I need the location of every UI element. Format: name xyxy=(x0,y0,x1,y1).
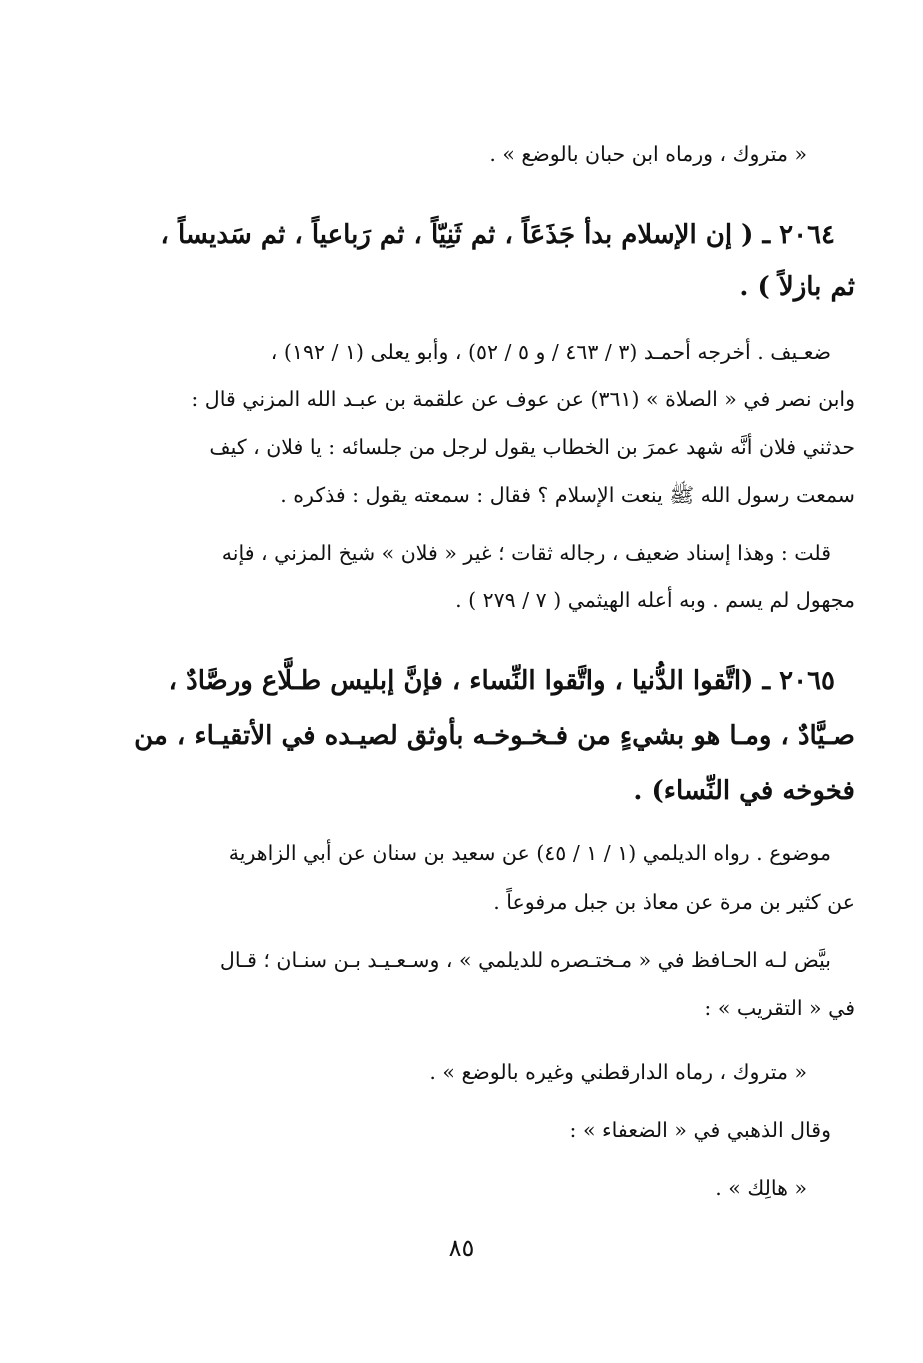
text-line: عن كثير بن مرة عن معاذ بن جبل مرفوعاً . xyxy=(493,890,855,914)
text-line: موضوع . رواه الديلمي (١ / ١ / ٤٥) عن سعيد بن سنان عن أبي الزاهرية xyxy=(228,841,831,865)
text-line: ضعـيف . أخرجه أحمـد (٣ / ٤٦٣ / و ٥ / ٥٢) ، وأبو يعلى (١ / ١٩٢) ، xyxy=(270,340,831,364)
page-number: ٨٥ xyxy=(448,1234,475,1262)
text-line: وابن نصر في « الصلاة » (٣٦١) عن عوف عن علقمة بن عبـد الله المزني قال : xyxy=(191,387,855,411)
text-line: وقال الذهبي في « الضعفاء » : xyxy=(569,1118,831,1142)
hadith-heading-line: ٢٠٦٤ ـ ( إن الإسلام بدأ جَذَعَاً ، ثم ثَنِيّاً ، ثم رَباعياً ، ثم سَديساً ، xyxy=(160,220,835,250)
text-line: حدثني فلان أنَّه شهد عمرَ بن الخطاب يقول لرجل من جلسائه : يا فلان ، كيف xyxy=(209,435,855,459)
text-line: في « التقريب » : xyxy=(704,996,855,1020)
text-line: « متروك ، ورماه ابن حبان بالوضع » . xyxy=(489,142,807,166)
text-line: « هالِك » . xyxy=(715,1176,807,1200)
text-line: بيَّض لـه الحـافظ في « مـختـصره للديلمي » ، وسـعـيـد بـن سنـان ؛ قـال xyxy=(219,948,831,972)
text-line: مجهول لم يسم . وبه أعله الهيثمي ( ٧ / ٢٧٩ ) . xyxy=(455,588,855,612)
text-line: قلت : وهذا إسناد ضعيف ، رجاله ثقات ؛ غير « فلان » شيخ المزني ، فإنه xyxy=(221,541,831,565)
hadith-heading-line: ٢٠٦٥ ـ (اتَّقوا الدُّنيا ، واتَّقوا النِّساء ، فإنَّ إبليس طـلَّاع ورصَّادٌ ، xyxy=(168,666,835,696)
text-line: « متروك ، رماه الدارقطني وغيره بالوضع » . xyxy=(429,1060,807,1084)
text-line: سمعت رسول الله ﷺ ينعت الإسلام ؟ فقال : سمعته يقول : فذكره . xyxy=(280,483,855,507)
hadith-heading-line: ثم بازلاً ) . xyxy=(739,272,855,302)
hadith-heading-line: فخوخه في النِّساء) . xyxy=(633,776,855,806)
hadith-heading-line: صـيَّادٌ ، ومـا هو بشيءٍ من فـخـوخـه بأوثق لصيـده في الأتقيـاء ، من xyxy=(134,721,855,751)
